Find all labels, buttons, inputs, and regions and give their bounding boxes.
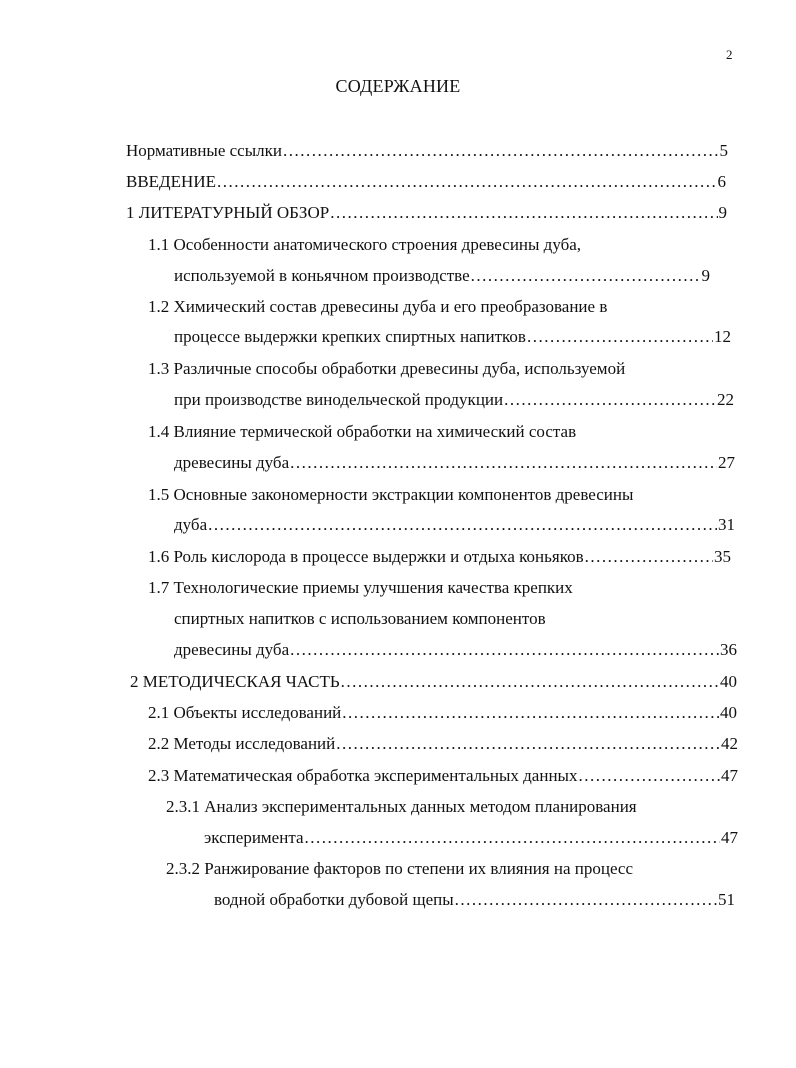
dot-leader: [305, 828, 720, 848]
toc-entry-normative-refs: [126, 141, 728, 161]
toc-entry-text: дуба: [174, 515, 208, 534]
toc-page-number: 9: [701, 266, 710, 285]
toc-entry-2-3-1: [204, 828, 738, 848]
toc-entry-2-2: [148, 734, 738, 754]
toc-entry-2-3: [148, 766, 738, 786]
toc-entry-1-3-line1: 1.3 Различные способы обработки древесины дуба, используемой: [148, 359, 626, 378]
toc-entry-2-3-2-line1: 2.3.2 Ранжирование факторов по степени их влияния на процесс: [166, 859, 634, 878]
toc-entry-text: при производстве винодельческой продукции: [174, 390, 504, 409]
toc-entry-text: древесины дуба: [174, 640, 290, 659]
toc-entry-1-5-line1: 1.5 Основные закономерности экстракции компонентов древесины: [148, 485, 634, 504]
toc-entry-text: 1 ЛИТЕРАТУРНЫЙ ОБЗОР: [126, 203, 330, 222]
toc-entry-text: водной обработки дубовой щепы: [214, 890, 454, 909]
toc-page-number: 47: [721, 828, 738, 847]
dot-leader: [283, 141, 719, 161]
toc-page-number: 35: [714, 547, 731, 566]
dot-leader: [217, 172, 717, 192]
toc-entry-text: процессе выдержки крепких спиртных напитков: [174, 327, 526, 346]
toc-entry-chapter-2: [130, 672, 737, 692]
dot-leader: [527, 327, 713, 347]
toc-entry-1-7: [174, 640, 737, 660]
toc-entry-introduction: [126, 172, 726, 192]
toc-entry-2-3-2: [214, 890, 735, 910]
toc-entry-text: древесины дуба: [174, 453, 290, 472]
toc-entry-text: 1.6 Роль кислорода в процессе выдержки и отдыха коньяков: [148, 547, 584, 566]
toc-entry-1-4: [174, 453, 735, 473]
toc-page-number: 40: [720, 672, 737, 691]
toc-page-number: 42: [721, 734, 738, 753]
toc-page-number: 12: [714, 327, 731, 346]
toc-page-number: 9: [718, 203, 727, 222]
toc-entry-chapter-1: [126, 203, 727, 223]
toc-page-number: 22: [717, 390, 734, 409]
toc-entry-1-7-line1: 1.7 Технологические приемы улучшения качества крепких: [148, 578, 573, 597]
toc-page-number: 47: [721, 766, 738, 785]
dot-leader: [585, 547, 713, 567]
dot-leader: [290, 640, 719, 660]
dot-leader: [290, 453, 717, 473]
toc-entry-1-6: [148, 547, 731, 567]
dot-leader: [504, 390, 716, 410]
toc-page-number: 51: [718, 890, 735, 909]
dot-leader: [208, 515, 717, 535]
toc-entry-2-1: [148, 703, 737, 723]
toc-page-number: 36: [720, 640, 737, 659]
toc-entry-1-1: [174, 266, 710, 286]
toc-entry-text: ВВЕДЕНИЕ: [126, 172, 216, 191]
toc-entry-text: 2.3 Математическая обработка экспериментальных данных: [148, 766, 578, 785]
dot-leader: [341, 672, 719, 692]
toc-entry-text: используемой в коньячном производстве: [174, 266, 470, 285]
toc-entry-text: эксперимента: [204, 828, 304, 847]
dot-leader: [330, 203, 717, 223]
dot-leader: [455, 890, 717, 910]
toc-entry-text: 2 МЕТОДИЧЕСКАЯ ЧАСТЬ: [130, 672, 340, 691]
toc-page-number: 31: [718, 515, 735, 534]
toc-entry-text: 2.1 Объекты исследований: [148, 703, 342, 722]
dot-leader: [336, 734, 720, 754]
toc-entry-2-3-1-line1: 2.3.1 Анализ экспериментальных данных методом планирования: [166, 797, 637, 816]
toc-entry-text: 2.2 Методы исследований: [148, 734, 336, 753]
toc-entry-1-1-line1: 1.1 Особенности анатомического строения древесины дуба,: [148, 235, 582, 254]
toc-entry-1-4-line1: 1.4 Влияние термической обработки на химический состав: [148, 422, 577, 441]
dot-leader: [471, 266, 701, 286]
toc-page-number: 40: [720, 703, 737, 722]
page-title: СОДЕРЖАНИЕ: [335, 76, 461, 96]
toc-entry-1-7-line2: спиртных напитков с использованием компонентов: [174, 609, 546, 628]
dot-leader: [342, 703, 719, 723]
toc-page-number: 6: [717, 172, 726, 191]
toc-entry-text: Нормативные ссылки: [126, 141, 282, 160]
toc-entry-1-3: [174, 390, 734, 410]
toc-entry-1-2-line1: 1.2 Химический состав древесины дуба и его преобразование в: [148, 297, 608, 316]
toc-entry-1-2: [174, 327, 731, 347]
toc-entry-1-5: [174, 515, 735, 535]
dot-leader: [578, 766, 720, 786]
toc-page-number: 5: [719, 141, 728, 160]
page-number: 2: [726, 47, 733, 62]
toc-page-number: 27: [718, 453, 735, 472]
